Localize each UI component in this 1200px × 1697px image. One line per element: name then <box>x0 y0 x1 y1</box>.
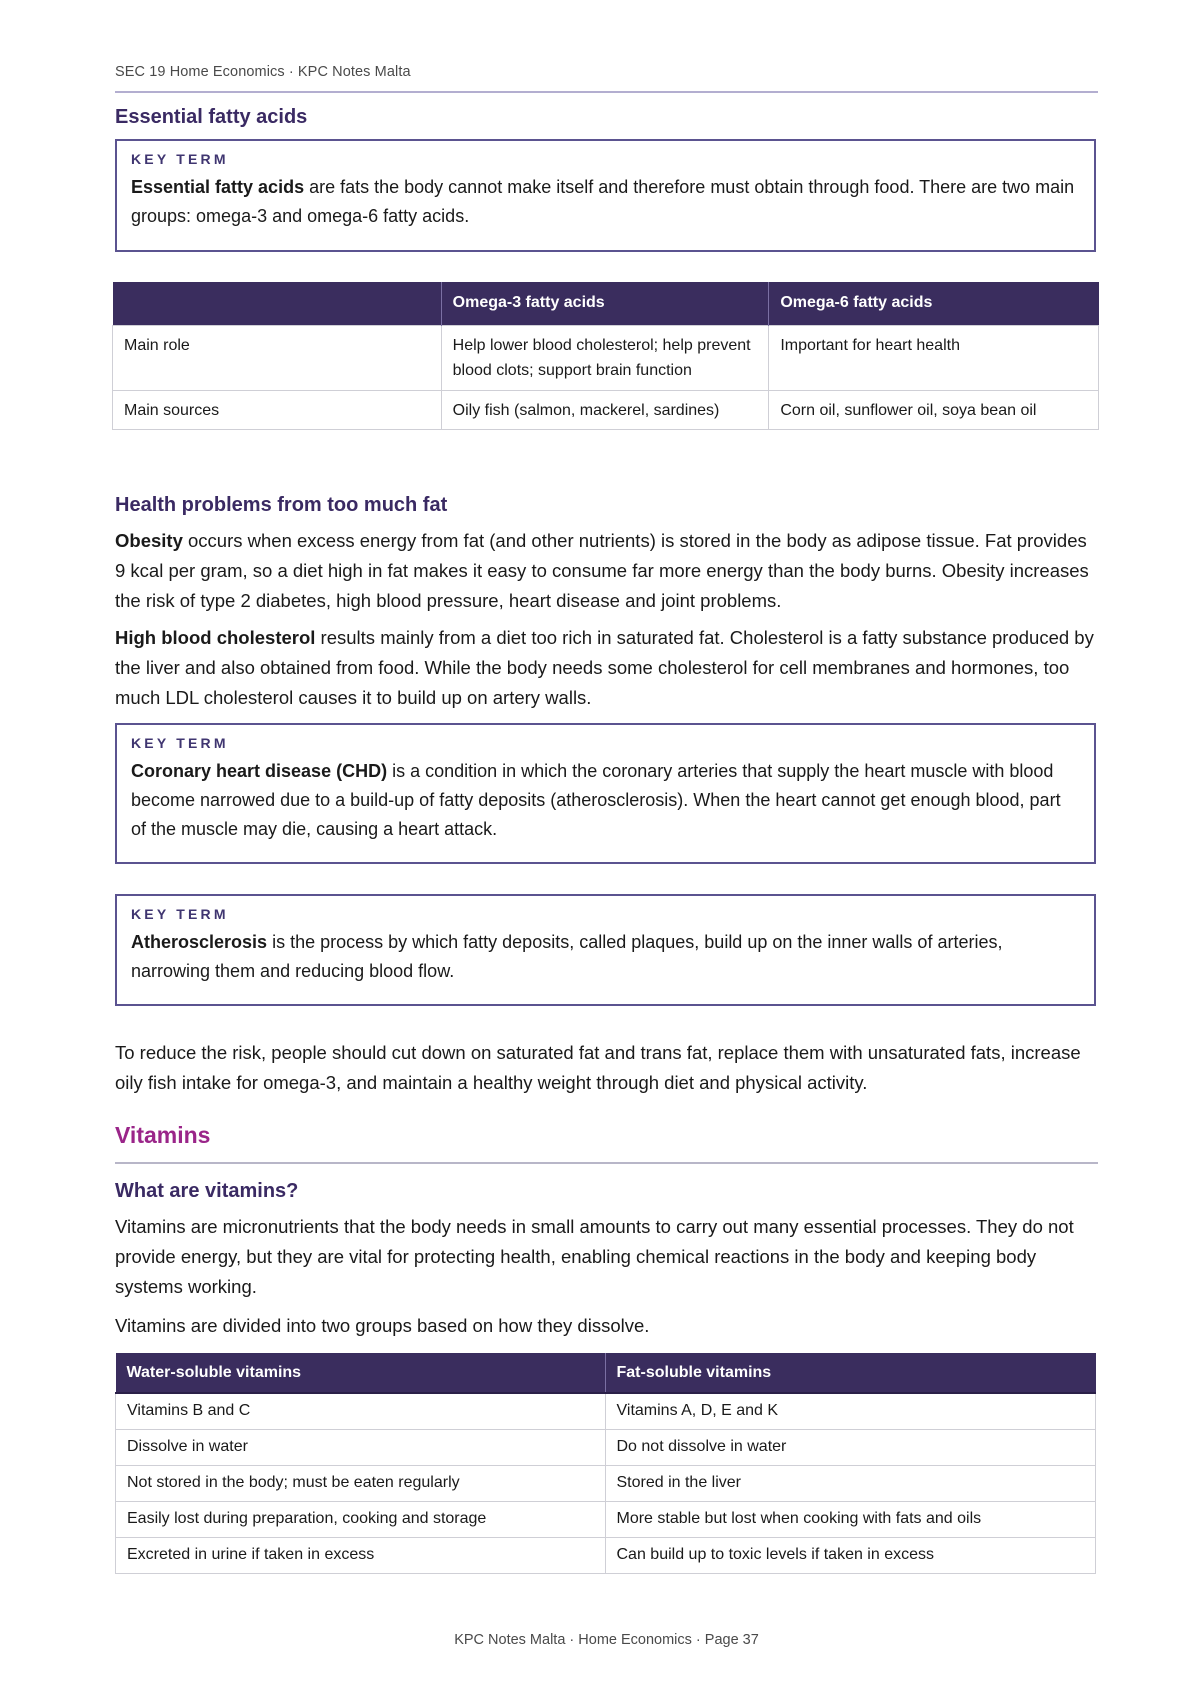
cholesterol-text: results mainly from a diet too rich in saturated fat. Cholesterol is a fatty substance produced by the liver and also obtained from food. While the body needs some cholesterol for cell membranes and hormones, too much LDL cholesterol causes it to build up on artery walls. <box>115 627 1094 708</box>
table-header-row <box>116 1353 1096 1393</box>
table-cell: Do not dissolve in water <box>605 1429 1096 1465</box>
key-term-definition <box>131 173 1080 231</box>
reduce-risk-paragraph: To reduce the risk, people should cut down on saturated fat and trans fat, replace them with unsaturated fats, increase oily fish intake for omega-3, and maintain a healthy weight through diet and physical activity. <box>115 1042 1081 1093</box>
table-header-cell: Omega-6 fatty acids <box>769 282 1099 325</box>
table-cell: Easily lost during preparation, cooking and storage <box>116 1501 606 1537</box>
key-term-text: are fats the body cannot make itself and therefore must obtain through food. There are two main groups: omega-3 and omega-6 fatty acids. <box>131 177 1075 226</box>
table-row <box>113 390 1099 430</box>
key-term-box-chd <box>115 723 1096 864</box>
key-term-definition <box>131 757 1080 844</box>
table-cell: Important for heart health <box>769 325 1099 390</box>
key-term-box-atherosclerosis <box>115 894 1096 1006</box>
key-term-label: KEY TERM <box>131 906 229 922</box>
table-cell: Excreted in urine if taken in excess <box>116 1537 606 1573</box>
table-cell: Main sources <box>113 390 442 430</box>
heading-essential-fatty-acids: Essential fatty acids <box>115 106 308 128</box>
table-cell: More stable but lost when cooking with fats and oils <box>605 1501 1096 1537</box>
obesity-text: occurs when excess energy from fat (and other nutrients) is stored in the body as adipose tissue. Fat provides 9 kcal per gram, so a diet high in fat makes it easy to consume far more energy than the body burns. Obesity increases the risk of type 2 diabetes, high blood pressure, heart disease and joint problems. <box>115 530 1089 611</box>
table-row <box>116 1465 1096 1501</box>
table-header-row <box>113 282 1099 325</box>
obesity-term: Obesity <box>115 530 183 551</box>
vitamins-table <box>115 1353 1096 1574</box>
obesity-paragraph <box>115 526 1098 616</box>
fatty-acids-table <box>112 282 1099 430</box>
page-footer: KPC Notes Malta · Home Economics · Page 37 <box>454 1632 759 1648</box>
table-row <box>116 1501 1096 1537</box>
table-cell: Help lower blood cholesterol; help prevent blood clots; support brain function <box>441 325 769 390</box>
table-header-cell: Fat-soluble vitamins <box>605 1353 1096 1393</box>
running-header: SEC 19 Home Economics · KPC Notes Malta <box>115 64 411 80</box>
table-header-cell <box>113 282 442 325</box>
key-term-label: KEY TERM <box>131 735 229 751</box>
cholesterol-paragraph <box>115 623 1098 713</box>
table-cell: Can build up to toxic levels if taken in excess <box>605 1537 1096 1573</box>
heading-what-are-vitamins: What are vitamins? <box>115 1180 299 1202</box>
cholesterol-term: High blood cholesterol <box>115 627 316 648</box>
table-cell: Not stored in the body; must be eaten regularly <box>116 1465 606 1501</box>
heading-health-problems: Health problems from too much fat <box>115 494 448 516</box>
section-rule <box>115 1162 1098 1164</box>
key-term-label: KEY TERM <box>131 151 229 167</box>
table-cell: Vitamins A, D, E and K <box>605 1393 1096 1429</box>
vitamins-groups-paragraph: Vitamins are divided into two groups based on how they dissolve. <box>115 1315 650 1336</box>
document-page <box>115 0 1098 1697</box>
key-term-definition <box>131 928 1080 986</box>
table-header-cell: Omega-3 fatty acids <box>441 282 769 325</box>
table-cell: Corn oil, sunflower oil, soya bean oil <box>769 390 1099 430</box>
vitamins-intro-paragraph: Vitamins are micronutrients that the body needs in small amounts to carry out many essential processes. They do not provide energy, but they are vital for protecting health, enabling chemical reactions in the body and keeping body systems working. <box>115 1216 1074 1297</box>
key-term-text: is a condition in which the coronary arteries that supply the heart muscle with blood become narrowed due to a build-up of fatty deposits (atherosclerosis). When the heart cannot get enough blood, part of the muscle may die, causing a heart attack. <box>131 761 1061 839</box>
key-term-term: Essential fatty acids <box>131 177 305 197</box>
table-row <box>113 325 1099 390</box>
table-cell: Stored in the liver <box>605 1465 1096 1501</box>
table-row <box>116 1537 1096 1573</box>
key-term-box-essential-fatty-acids <box>115 139 1096 252</box>
table-row <box>116 1393 1096 1429</box>
key-term-term: Atherosclerosis <box>131 932 268 952</box>
table-cell: Oily fish (salmon, mackerel, sardines) <box>441 390 769 430</box>
header-rule <box>115 91 1098 93</box>
table-cell: Main role <box>113 325 442 390</box>
table-row <box>116 1429 1096 1465</box>
key-term-term: Coronary heart disease (CHD) <box>131 761 388 781</box>
heading-vitamins: Vitamins <box>115 1122 211 1148</box>
table-cell: Dissolve in water <box>116 1429 606 1465</box>
key-term-text: is the process by which fatty deposits, called plaques, build up on the inner walls of arteries, narrowing them and reducing blood flow. <box>131 932 1003 981</box>
table-header-cell: Water-soluble vitamins <box>116 1353 606 1393</box>
table-cell: Vitamins B and C <box>116 1393 606 1429</box>
